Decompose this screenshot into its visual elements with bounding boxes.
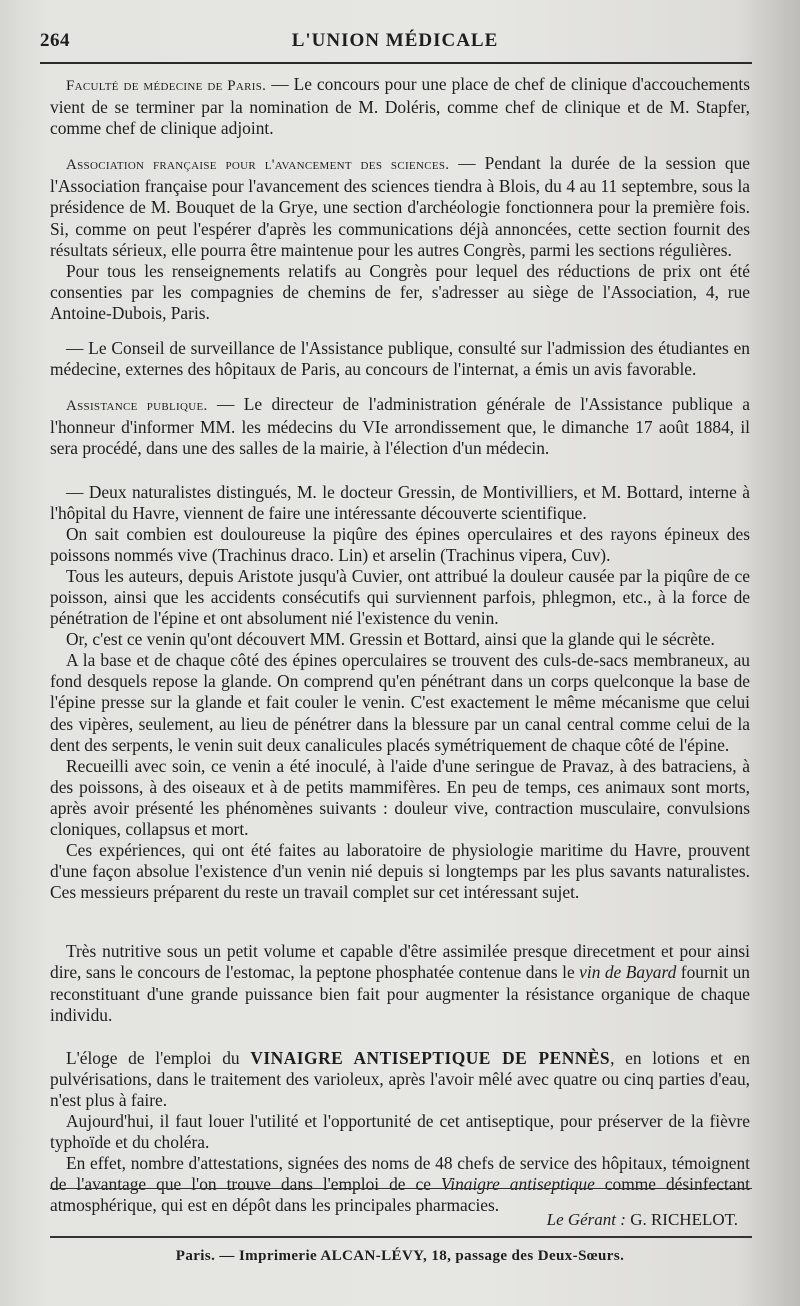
printer-imprint: Paris. — Imprimerie ALCAN-LÉVY, 18, passage des Deux-Sœurs. [175,1248,625,1264]
paragraph-assistance [50,394,750,459]
section-lead: Faculté de médecine de Paris. [66,78,267,94]
paragraph-vinaigre [50,1048,750,1111]
section-lead: Assistance publique. [66,398,208,415]
paragraph-glande [50,650,750,755]
paragraph-text: comme désinfectant atmosphérique, qui est en dépôt dans les principales pharmacies. [50,1174,750,1216]
paragraph-text: Très nutritive sous un petit volume et capable d'être assimilée presque direcetment et pour ainsi dire, sans le concours de l'estomac, la peptone phosphatée contenue dans le [50,941,750,983]
paragraph-text: fournit un reconstituant d'une grande puissance bien fait pour augmenter la résistance organique de chaque individu. [50,962,750,1025]
article-body [50,74,750,1217]
paragraph-piqure [50,524,750,566]
paragraph-utilite [50,1111,750,1153]
footer-rule [50,1236,752,1238]
paragraph-text: — Le concours pour une place de chef de clinique d'accouchements vient de se terminer par la nomination de M. Doléris, comme chef de clinique et de M. Stapfer, comme chef de clinique adjoint. [50,74,750,139]
paragraph-text: En effet, nombre d'attestations, signées des noms de 48 chefs de service des hôpitaux, témoignent de l'avantage que l'on trouve dans l'emploi de ce [50,1153,750,1195]
paragraph-text: Ces expériences, qui ont été faites au laboratoire de physiologie maritime du Havre, prouvent d'une façon absolue l'existence d'un venin nié depuis si longtemps par les plus savants naturalistes. Ces messieurs préparent du reste un travail complet sur cet intéressant sujet. [50,840,750,903]
paragraph-faculte [50,74,750,139]
paragraph-text: , en lotions et en pulvérisations, dans le traitement des varioleux, après l'avoir mêlé avec quatre ou cinq parties d'eau, n'est plus à faire. [50,1047,750,1110]
paragraph-text: On sait combien est douloureuse la piqûre des épines operculaires et des rayons épineux des poissons nommés vive (Trachinus draco. Lin) et arselin (Trachinus vipera, Cuv). [50,523,750,565]
paragraph-text: Recueilli avec soin, ce venin a été inoculé, à l'aide d'une seringue de Pravaz, à des batraciens, à des poissons, à des oiseaux et à de petits mammifères. En peu de temps, ces animaux sont morts, après avoir présenté les phénomènes suivants : douleur vive, contraction musculaire, convulsions cloniques, collapsus et mort. [50,755,750,839]
product-name: VINAIGRE ANTISEPTIQUE DE PENNÈS [250,1047,611,1068]
page-header [40,30,750,60]
paragraph-text: — Le directeur de l'administration générale de l'Assistance publique a l'honneur d'informer MM. les médecins du VIe arrondissement que, le dimanche 17 août 1884, il sera procédé, dans une des salles de la mairie, à l'élection d'un médecin. [50,394,750,459]
paragraph-attestations [50,1153,750,1216]
section-lead: Association française pour l'avancement des sciences. [66,157,450,174]
paragraph-vin-bayard [50,941,750,1025]
paragraph-conseil [50,338,750,380]
paragraph-naturalistes [50,482,750,524]
product-name: Vinaigre antiseptique [440,1174,595,1195]
paragraph-text: Aujourd'hui, il faut louer l'utilité et l'opportunité de cet antiseptique, pour préserver de la fièvre typhoïde et du choléra. [50,1111,750,1153]
paragraph-association [50,153,750,260]
paragraph-text: — Pendant la durée de la session que l'Association française pour l'avancement des sciences tiendra à Blois, du 4 au 11 septembre, sous la présidence de M. Bouquet de la Grye, une section d'archéologie fonctionnera pour la première fois. Si, comme on peut l'espérer d'après les communications déjà annoncées, cette section fournit des résultats sérieux, elle pourra être maintenue pour les autres Congrès, parmi les sections régulières. [50,153,750,260]
paragraph-text: Pour tous les renseignements relatifs au Congrès pour lequel des réductions de prix ont été consenties par les compagnies de chemins de fer, s'adresser au siège de l'Association, 4, rue Antoine-Dubois, Paris. [50,260,750,323]
product-name: vin de Bayard [579,962,677,983]
paragraph-text: — Le Conseil de surveillance de l'Assistance publique, consulté sur l'admission des étudiantes en médecine, externes des hôpitaux de Paris, au concours de l'internat, a émis un avis favorable. [50,338,750,380]
paragraph-congres [50,261,750,324]
signature [547,1210,738,1230]
paragraph-text: Or, c'est ce venin qu'ont découvert MM. Gressin et Bottard, ainsi que la glande qui le sécrète. [66,629,715,650]
signature-name: G. RICHELOT. [630,1210,738,1229]
paragraph-text: Tous les auteurs, depuis Aristote jusqu'à Cuvier, ont attribué la douleur causée par la piqûre de ce poisson, ainsi que les accidents consécutifs qui surviennent parfois, phlegmon, etc., à la force de pénétration de l'épine et ont absolument nié l'existence du venin. [50,565,750,629]
running-title: L'UNION MÉDICALE [291,30,499,51]
paragraph-text: — Deux naturalistes distingués, M. le docteur Gressin, de Montivilliers, et M. Bottard, interne à l'hôpital du Havre, viennent de faire une intéressante découverte scientifique. [50,481,750,523]
paragraph-experiences [50,840,750,903]
signature-label: Le Gérant : [546,1210,626,1229]
paragraph-venin [50,629,750,650]
footer-rule [50,1188,752,1189]
header-rule [40,62,752,64]
page-number: 264 [40,30,70,51]
paragraph-auteurs [50,566,750,629]
paragraph-text: L'éloge de l'emploi du [66,1047,251,1068]
paragraph-inoculation [50,756,750,840]
paragraph-text: A la base et de chaque côté des épines operculaires se trouvent des culs-de-sacs membraneux, au fond desquels repose la glande. On comprend qu'en pénétrant dans un corps quelconque la base de l'épine presse sur la glande et fait couler le venin. C'est exactement le même mécanisme que celui des vipères, seulement, au lieu de pénétrer dans la blessure par un canal central comme celui de la dent des serpents, le venin suit deux canalicules placés symétriquement de chaque côté de l'épine. [50,650,750,755]
